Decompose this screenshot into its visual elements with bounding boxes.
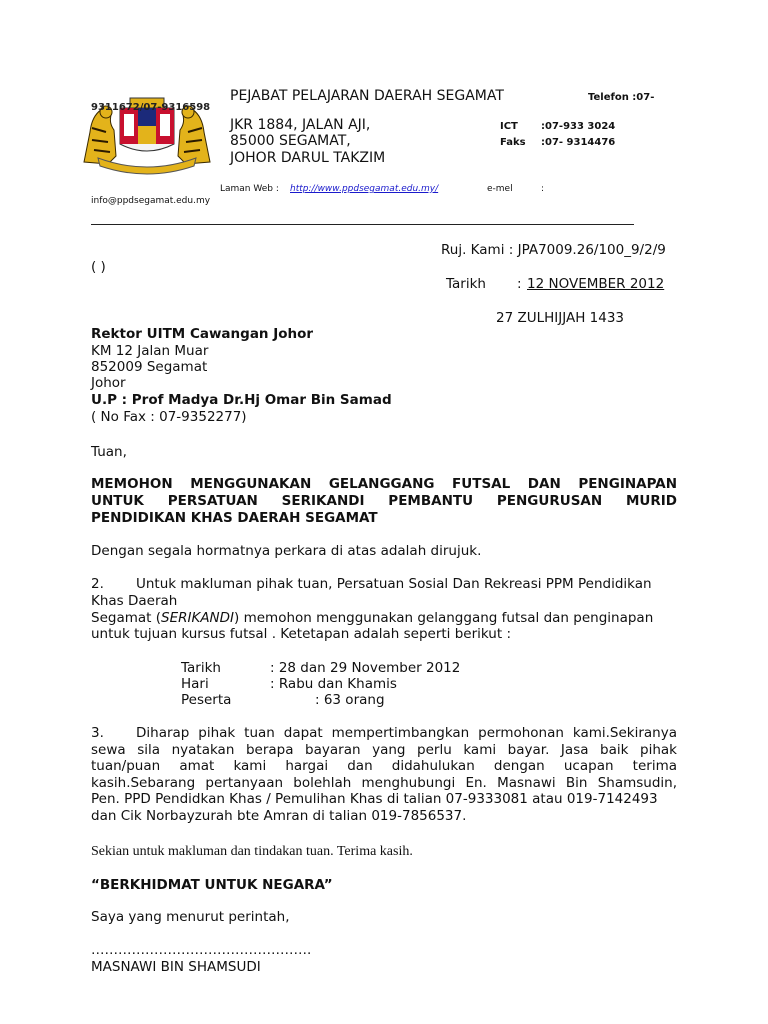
detail-value: : 63 orang (315, 692, 385, 708)
detail-label: Tarikh (181, 660, 221, 676)
paragraph-3-line-4: kasih.Sebarang pertanyaan bolehlah menghubungi En. Masnawi Bin Shamsudin, (91, 775, 677, 791)
email-value: info@ppdsegamat.edu.my (91, 196, 211, 206)
serikandi-emphasis: SERIKANDI (161, 610, 235, 626)
detail-value: : Rabu dan Khamis (270, 676, 397, 692)
paragraph-1: Dengan segala hormatnya perkara di atas adalah dirujuk. (91, 543, 482, 559)
email-label: e-mel (487, 184, 513, 194)
right-tiger-icon (178, 106, 210, 164)
detail-label: Peserta (181, 692, 232, 708)
date-label: Tarikh (446, 276, 486, 292)
paragraph-2-line-2: Khas Daerah (91, 593, 178, 609)
paragraph-3-line-3: tuan/puan amat kami hargai dan didahulukan dengan ucapan terima (91, 758, 677, 774)
recipient-line-2: 852009 Segamat (91, 359, 208, 375)
address-line-2: 85000 SEGAMAT, (230, 133, 351, 149)
paragraph-2-text-a: Segamat ( (91, 610, 161, 626)
motto-ribbon (98, 158, 196, 174)
telefon-overflow: 9311672/07-9316598 (91, 102, 211, 113)
header-divider (91, 224, 634, 225)
ict-label: ICT (500, 121, 518, 132)
paragraph-2-line-1: Untuk makluman pihak tuan, Persatuan Sosial Dan Rekreasi PPM Pendidikan (136, 576, 652, 592)
date-colon: : (517, 276, 522, 292)
email-colon: : (541, 184, 545, 194)
hijri-date: 27 ZULHIJJAH 1433 (496, 310, 625, 326)
faks-label: Faks (500, 137, 526, 148)
office-name: PEJABAT PELAJARAN DAERAH SEGAMAT (230, 88, 504, 104)
paragraph-3-number: 3. (91, 725, 104, 741)
paragraph-2-line-4: untuk tujuan kursus futsal . Ketetapan adalah seperti berikut : (91, 626, 511, 642)
signature-dots: …………………………………………. (91, 942, 312, 958)
signatory-name: MASNAWI BIN SHAMSUDI (91, 959, 261, 975)
slogan: “BERKHIDMAT UNTUK NEGARA” (91, 877, 333, 893)
reference-number: Ruj. Kami : JPA7009.26/100_9/2/9 (441, 242, 666, 258)
closing-line: Saya yang menurut perintah, (91, 909, 290, 925)
paragraph-3-line-2: sewa sila nyatakan berapa bayaran yang perlu kami bayar. Jasa baik pihak (91, 742, 677, 758)
paragraph-2-number: 2. (91, 576, 104, 592)
recipient-fax: ( No Fax : 07-9352277) (91, 409, 247, 425)
recipient-line-1: KM 12 Jalan Muar (91, 343, 209, 359)
telefon-label: Telefon :07- (588, 92, 655, 103)
reference-bracket: ( ) (91, 259, 106, 275)
date-value: 12 NOVEMBER 2012 (527, 276, 665, 292)
left-tiger-icon (84, 106, 116, 164)
closing-remark: Sekian untuk makluman dan tindakan tuan. Terima kasih. (91, 844, 413, 859)
subject-line-1: MEMOHON MENGGUNAKAN GELANGGANG FUTSAL DAN PENGINAPAN (91, 476, 677, 492)
address-line-1: JKR 1884, JALAN AJI, (230, 117, 371, 133)
salutation: Tuan, (91, 444, 127, 460)
detail-value: : 28 dan 29 November 2012 (270, 660, 461, 676)
website-link[interactable]: http://www.ppdsegamat.edu.my/ (290, 184, 439, 194)
detail-label: Hari (181, 676, 209, 692)
recipient-attention: U.P : Prof Madya Dr.Hj Omar Bin Samad (91, 392, 392, 408)
paragraph-3-line-5: Pen. PPD Pendidkan Khas / Pemulihan Khas di talian 07-9333081 atau 019-7142493 (91, 791, 658, 807)
subject-line-2: UNTUK PERSATUAN SERIKANDI PEMBANTU PENGURUSAN MURID (91, 493, 677, 509)
subject-line-3: PENDIDIKAN KHAS DAERAH SEGAMAT (91, 510, 378, 526)
recipient-line-3: Johor (91, 375, 126, 391)
faks-value: :07- 9314476 (541, 137, 616, 148)
paragraph-3-line-1: Diharap pihak tuan dapat mempertimbangkan permohonan kami.Sekiranya (136, 725, 677, 741)
paragraph-2-text-c: ) memohon menggunakan gelanggang futsal dan penginapan (234, 610, 654, 626)
web-label: Laman Web : (220, 184, 279, 194)
recipient-title: Rektor UITM Cawangan Johor (91, 326, 314, 342)
address-line-3: JOHOR DARUL TAKZIM (230, 150, 386, 166)
paragraph-3-line-6: dan Cik Norbayzurah bte Amran di talian 019-7856537. (91, 808, 467, 824)
ict-value: :07-933 3024 (541, 121, 616, 132)
paragraph-2-line-3 (91, 610, 653, 626)
